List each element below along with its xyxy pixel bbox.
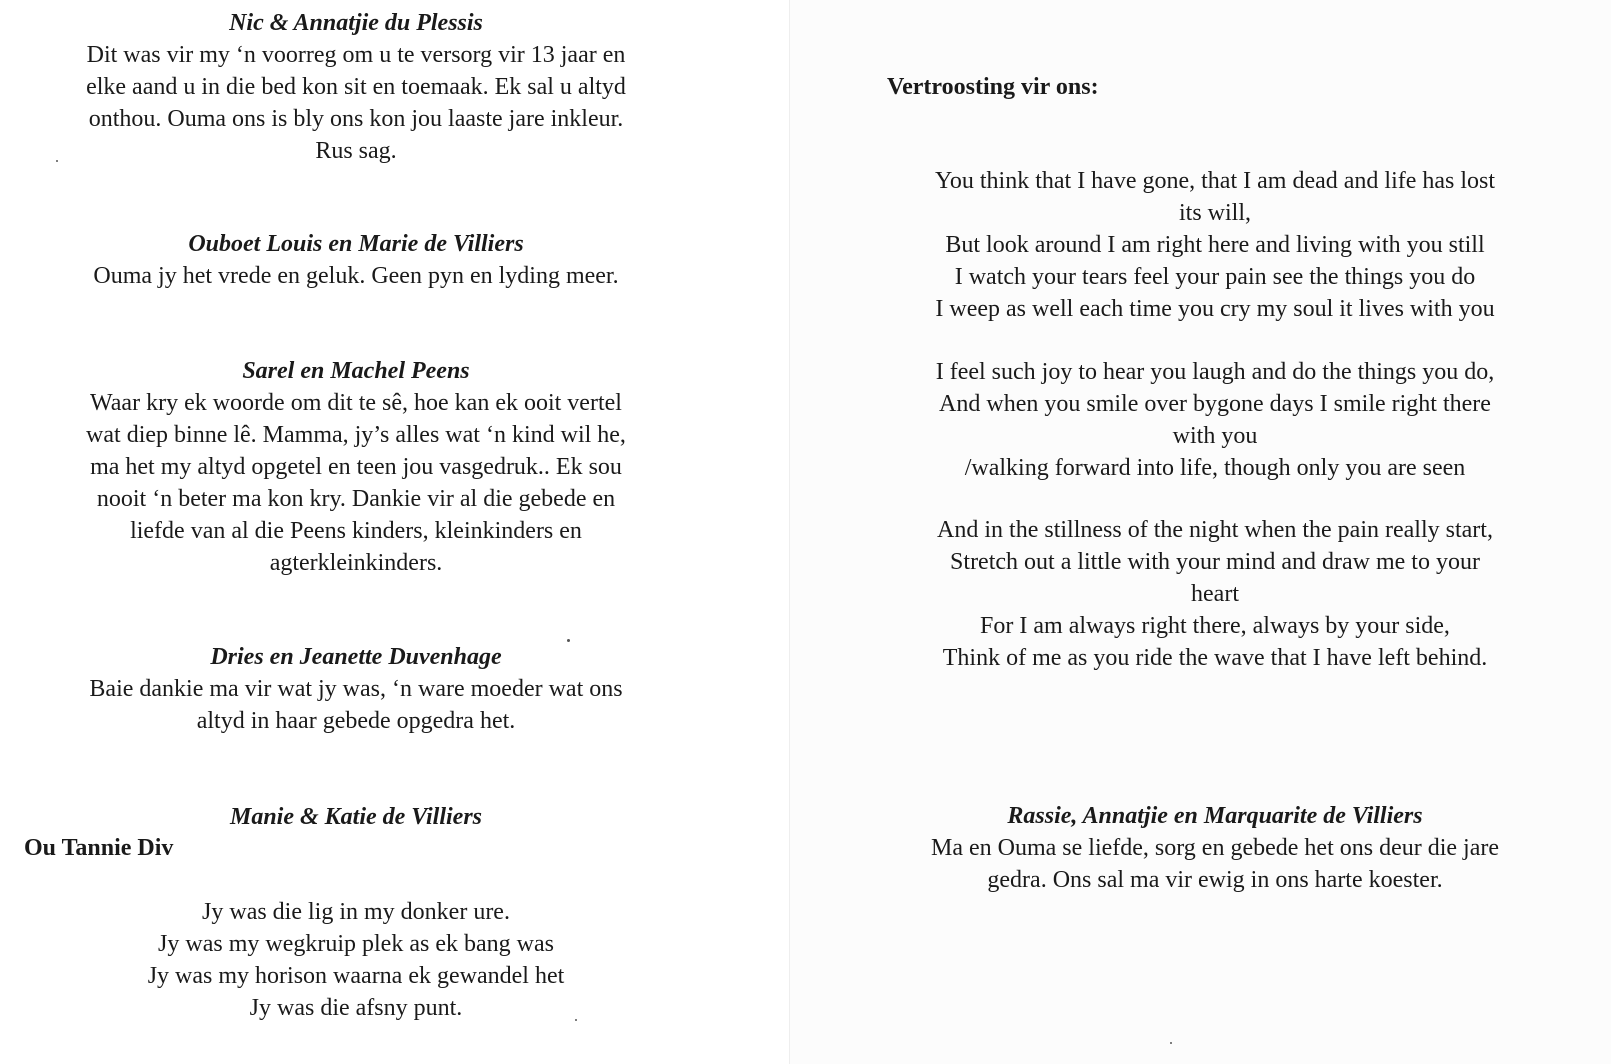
tribute-heading: Dries en Jeanette Duvenhage <box>210 644 502 670</box>
tribute-heading: Sarel en Machel Peens <box>242 358 470 384</box>
poem-line: heart <box>1191 581 1239 607</box>
tribute-heading: Ouboet Louis en Marie de Villiers <box>188 231 524 257</box>
poem-line: For I am always right there, always by your side, <box>980 613 1450 639</box>
tribute-line: elke aand u in die bed kon sit en toemaak. Ek sal u altyd <box>86 74 626 100</box>
poem-line: with you <box>1172 423 1258 449</box>
poem-line: I feel such joy to hear you laugh and do the things you do, <box>935 359 1495 385</box>
tribute-peens <box>22 355 690 579</box>
tribute-line: altyd in haar gebede opgedra het. <box>196 708 516 734</box>
tribute-rassie <box>885 800 1545 896</box>
poem-stanza-1 <box>885 165 1545 325</box>
tribute-line: gedra. Ons sal ma vir ewig in ons harte koester. <box>987 867 1443 893</box>
poem-line: But look around I am right here and living with you still <box>945 232 1485 258</box>
tribute-heading: Manie & Katie de Villiers <box>229 804 482 830</box>
sub-heading: Ou Tannie Div <box>24 835 174 861</box>
poem-title: Vertroosting vir ons: <box>887 74 1099 100</box>
tribute-line: Ouma jy het vrede en geluk. Geen pyn en lyding meer. <box>93 263 619 289</box>
tribute-line: Dit was vir my ‘n voorreg om u te versorg vir 13 jaar en <box>86 42 626 68</box>
scan-speck <box>56 160 58 162</box>
tribute-louis-marie <box>22 228 690 292</box>
tribute-line: nooit ‘n beter ma kon kry. Dankie vir al die gebede en <box>96 486 616 512</box>
poem-line: And in the stillness of the night when the pain really start, <box>937 517 1493 543</box>
poem-line: Jy was die afsny punt. <box>249 995 463 1021</box>
tribute-line: Baie dankie ma vir wat jy was, ‘n ware moeder wat ons <box>89 676 623 702</box>
right-page <box>790 0 1611 1064</box>
left-page <box>0 0 790 1064</box>
poem-line: Jy was die lig in my donker ure. <box>202 899 510 925</box>
tribute-du-plessis <box>22 7 690 167</box>
poem-line: its will, <box>1178 200 1251 226</box>
poem-block <box>22 896 690 1024</box>
scan-speck <box>1170 1042 1172 1044</box>
poem-line: Think of me as you ride the wave that I have left behind. <box>942 645 1488 671</box>
poem-line: Jy was my wegkruip plek as ek bang was <box>158 931 554 957</box>
tribute-line: ma het my altyd opgetel en teen jou vasgedruk.. Ek sou <box>90 454 622 480</box>
scan-speck <box>567 639 570 642</box>
poem-line: You think that I have gone, that I am dead and life has lost <box>934 168 1496 194</box>
poem-stanza-2 <box>885 356 1545 484</box>
tribute-line: Rus sag. <box>315 138 397 164</box>
scan-speck <box>575 1019 577 1021</box>
tribute-manie-katie <box>22 801 690 833</box>
poem-line: I weep as well each time you cry my soul it lives with you <box>935 296 1495 322</box>
tribute-line: agterkleinkinders. <box>269 550 443 576</box>
tribute-line: onthou. Ouma ons is bly ons kon jou laaste jare inkleur. <box>88 106 624 132</box>
tribute-line: liefde van al die Peens kinders, kleinkinders en <box>130 518 582 544</box>
tribute-line: Waar kry ek woorde om dit te sê, hoe kan ek ooit vertel <box>90 390 622 416</box>
tribute-line: wat diep binne lê. Mamma, jy’s alles wat ‘n kind wil he, <box>86 422 626 448</box>
poem-line: And when you smile over bygone days I smile right there <box>939 391 1491 417</box>
tribute-heading: Rassie, Annatjie en Marquarite de Villiers <box>1007 803 1423 829</box>
poem-line: Stretch out a little with your mind and draw me to your <box>950 549 1480 575</box>
poem-line: /walking forward into life, though only you are seen <box>964 455 1466 481</box>
poem-line: Jy was my horison waarna ek gewandel het <box>147 963 565 989</box>
poem-line: I watch your tears feel your pain see the things you do <box>954 264 1476 290</box>
tribute-line: Ma en Ouma se liefde, sorg en gebede het ons deur die jare <box>930 835 1500 861</box>
tribute-duvenhage <box>22 641 690 737</box>
poem-stanza-3 <box>885 514 1545 674</box>
tribute-heading: Nic & Annatjie du Plessis <box>229 10 483 36</box>
